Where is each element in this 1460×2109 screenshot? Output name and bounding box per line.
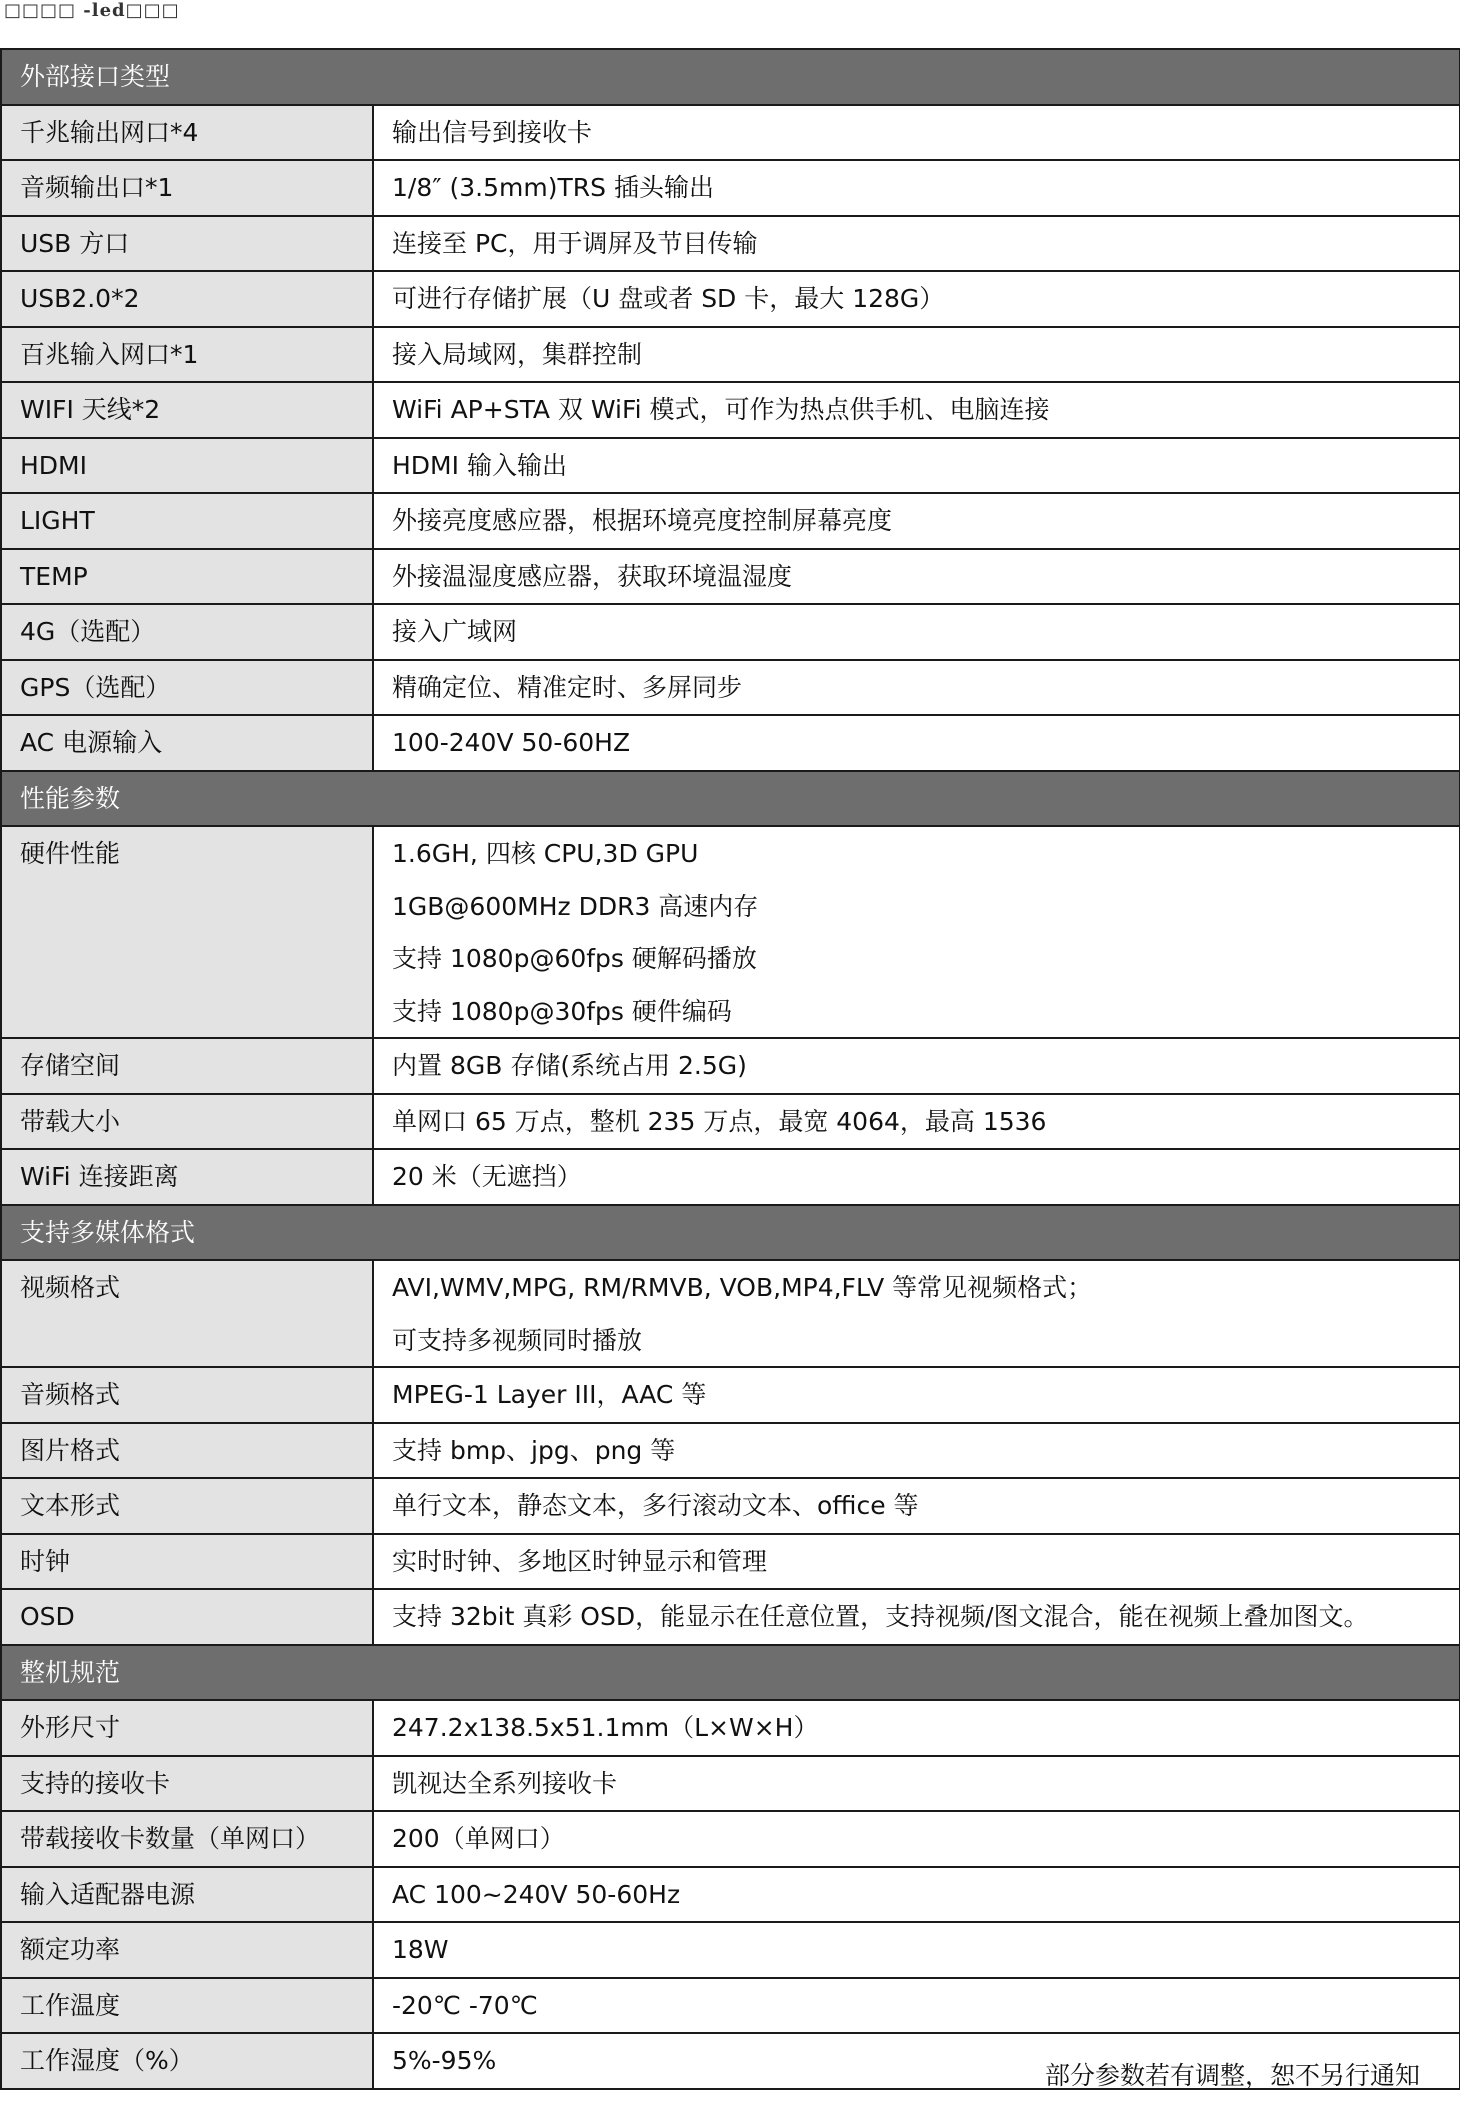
spec-value-cell: [373, 715, 1460, 771]
spec-row: [1, 1811, 1460, 1867]
spec-label: 视频格式: [1, 1260, 373, 1367]
spec-value-cell: [373, 1700, 1460, 1756]
section-header-row: [1, 1645, 1460, 1701]
spec-row: [1, 216, 1460, 272]
spec-value: 接入局域网，集群控制: [392, 339, 643, 369]
spec-row: [1, 715, 1460, 771]
spec-value: 200（单网口）: [392, 1824, 565, 1853]
spec-table: [0, 48, 1460, 2090]
spec-row: [1, 1700, 1460, 1756]
spec-value-cell: [373, 271, 1460, 327]
spec-label: 工作湿度（%）: [1, 2033, 373, 2089]
spec-value-cell: [373, 438, 1460, 494]
spec-row: [1, 1756, 1460, 1812]
spec-value-cell: [373, 1423, 1460, 1479]
spec-value-cell: [373, 1811, 1460, 1867]
spec-value: 接入广域网: [392, 617, 518, 646]
spec-value: AC 100~240V 50-60Hz: [392, 1879, 681, 1909]
section-header-row: [1, 771, 1460, 827]
spec-label: 带载接收卡数量（单网口）: [1, 1811, 373, 1867]
spec-row: [1, 1094, 1460, 1150]
spec-value: 外接温湿度感应器，获取环境温湿度: [392, 561, 793, 591]
spec-value: 5%-95%: [392, 2046, 497, 2075]
spec-label: USB 方口: [1, 216, 373, 272]
spec-label: TEMP: [1, 549, 373, 605]
spec-value-cell: [373, 327, 1460, 383]
spec-value: 1GB@600MHz DDR3 高速内存: [392, 891, 759, 921]
spec-row: [1, 493, 1460, 549]
spec-value: WiFi AP+STA 双 WiFi 模式，可作为热点供手机、电脑连接: [392, 395, 1050, 424]
spec-value-cell: [373, 216, 1460, 272]
spec-label: 图片格式: [1, 1423, 373, 1479]
spec-value-cell: [373, 1589, 1460, 1645]
spec-value: 实时时钟、多地区时钟显示和管理: [392, 1546, 768, 1576]
spec-value: 单网口 65 万点，整机 235 万点，最宽 4064，最高 1536: [392, 1106, 1047, 1136]
spec-row: [1, 271, 1460, 327]
spec-label: 工作温度: [1, 1978, 373, 2034]
spec-row: [1, 438, 1460, 494]
spec-value: -20℃ -70℃: [392, 1990, 538, 2020]
spec-value: 外接亮度感应器，根据环境亮度控制屏幕亮度: [392, 506, 893, 535]
spec-row: [1, 826, 1460, 1038]
spec-value-cell: [373, 1922, 1460, 1978]
spec-row: [1, 1423, 1460, 1479]
section-header-row: [1, 49, 1460, 105]
page-header: □□□□ -led□□□: [4, 0, 180, 21]
spec-value: 连接至 PC，用于调屏及节目传输: [392, 228, 758, 258]
spec-label: 音频输出口*1: [1, 160, 373, 216]
spec-label: 百兆输入网口*1: [1, 327, 373, 383]
spec-value-cell: [373, 549, 1460, 605]
spec-value-cell: [373, 1978, 1460, 2034]
spec-value-cell: [373, 1038, 1460, 1094]
spec-row: [1, 549, 1460, 605]
spec-table-body: [1, 49, 1460, 2089]
spec-value: 支持 1080p@60fps 硬解码播放: [392, 944, 757, 973]
spec-row: [1, 1149, 1460, 1205]
spec-label: WIFI 天线*2: [1, 382, 373, 438]
spec-label: GPS（选配）: [1, 660, 373, 716]
spec-value: 247.2x138.5x51.1mm（L×W×H）: [392, 1713, 819, 1742]
spec-label: 时钟: [1, 1534, 373, 1590]
spec-label: 4G（选配）: [1, 604, 373, 660]
section-title: 整机规范: [1, 1645, 1460, 1701]
spec-value-cell: [373, 660, 1460, 716]
spec-label: LIGHT: [1, 493, 373, 549]
section-title: 性能参数: [1, 771, 1460, 827]
spec-value-cell: [373, 826, 1460, 1038]
spec-label: OSD: [1, 1589, 373, 1645]
spec-row: [1, 1367, 1460, 1423]
spec-row: [1, 1038, 1460, 1094]
spec-label: AC 电源输入: [1, 715, 373, 771]
spec-row: [1, 1978, 1460, 2034]
spec-label: 输入适配器电源: [1, 1867, 373, 1923]
spec-value: 凯视达全系列接收卡: [392, 1768, 618, 1798]
spec-value-cell: [373, 1867, 1460, 1923]
spec-value: 可支持多视频同时播放: [392, 1325, 643, 1355]
spec-value: HDMI 输入输出: [392, 450, 567, 480]
spec-value-cell: [373, 1478, 1460, 1534]
spec-label: 音频格式: [1, 1367, 373, 1423]
spec-row: [1, 1260, 1460, 1367]
spec-value-cell: [373, 1756, 1460, 1812]
spec-label: 千兆输出网口*4: [1, 105, 373, 161]
spec-row: [1, 382, 1460, 438]
spec-label: WiFi 连接距离: [1, 1149, 373, 1205]
spec-value-cell: [373, 604, 1460, 660]
spec-value: MPEG-1 Layer III，AAC 等: [392, 1380, 707, 1409]
spec-row: [1, 660, 1460, 716]
spec-label: 额定功率: [1, 1922, 373, 1978]
spec-row: [1, 105, 1460, 161]
spec-row: [1, 1867, 1460, 1923]
spec-label: 外形尺寸: [1, 1700, 373, 1756]
spec-value: 单行文本，静态文本，多行滚动文本、office 等: [392, 1491, 919, 1520]
spec-label: HDMI: [1, 438, 373, 494]
spec-label: 文本形式: [1, 1478, 373, 1534]
spec-value-cell: [373, 1094, 1460, 1150]
spec-value: 100-240V 50-60HZ: [392, 728, 631, 757]
spec-label: 存储空间: [1, 1038, 373, 1094]
spec-value: 1/8″ (3.5mm)TRS 插头输出: [392, 173, 714, 202]
spec-value-cell: [373, 105, 1460, 161]
section-header-row: [1, 1205, 1460, 1261]
spec-value: 20 米（无遮挡）: [392, 1162, 582, 1191]
spec-label: USB2.0*2: [1, 271, 373, 327]
spec-value: 1.6GH, 四核 CPU,3D GPU: [392, 839, 699, 868]
spec-value: AVI,WMV,MPG, RM/RMVB, VOB,MP4,FLV 等常见视频格式；: [392, 1273, 1093, 1302]
spec-row: [1, 604, 1460, 660]
spec-value-cell: [373, 1534, 1460, 1590]
spec-row: [1, 1589, 1460, 1645]
spec-value: 输出信号到接收卡: [392, 117, 593, 147]
spec-value: 内置 8GB 存储(系统占用 2.5G): [392, 1051, 747, 1080]
spec-value-cell: [373, 493, 1460, 549]
spec-value-cell: [373, 382, 1460, 438]
section-title: 外部接口类型: [1, 49, 1460, 105]
footnote: 部分参数若有调整，恕不另行通知: [1044, 2061, 1420, 2090]
spec-row: [1, 1922, 1460, 1978]
spec-row: [1, 1534, 1460, 1590]
spec-label: 带载大小: [1, 1094, 373, 1150]
spec-row: [1, 160, 1460, 216]
spec-value: 18W: [392, 1935, 449, 1964]
spec-value-cell: [373, 1367, 1460, 1423]
spec-row: [1, 327, 1460, 383]
spec-value: 支持 1080p@30fps 硬件编码: [392, 996, 732, 1026]
spec-value: 支持 32bit 真彩 OSD，能显示在任意位置，支持视频/图文混合，能在视频上叠加图文。: [392, 1602, 1369, 1631]
spec-label: 硬件性能: [1, 826, 373, 1038]
spec-value-cell: [373, 1260, 1460, 1367]
spec-label: 支持的接收卡: [1, 1756, 373, 1812]
spec-value: 支持 bmp、jpg、png 等: [392, 1435, 676, 1465]
spec-value-cell: [373, 160, 1460, 216]
spec-value-cell: [373, 1149, 1460, 1205]
spec-value: 可进行存储扩展（U 盘或者 SD 卡，最大 128G）: [392, 284, 945, 313]
section-title: 支持多媒体格式: [1, 1205, 1460, 1261]
spec-value: 精确定位、精准定时、多屏同步: [392, 672, 743, 702]
spec-row: [1, 1478, 1460, 1534]
